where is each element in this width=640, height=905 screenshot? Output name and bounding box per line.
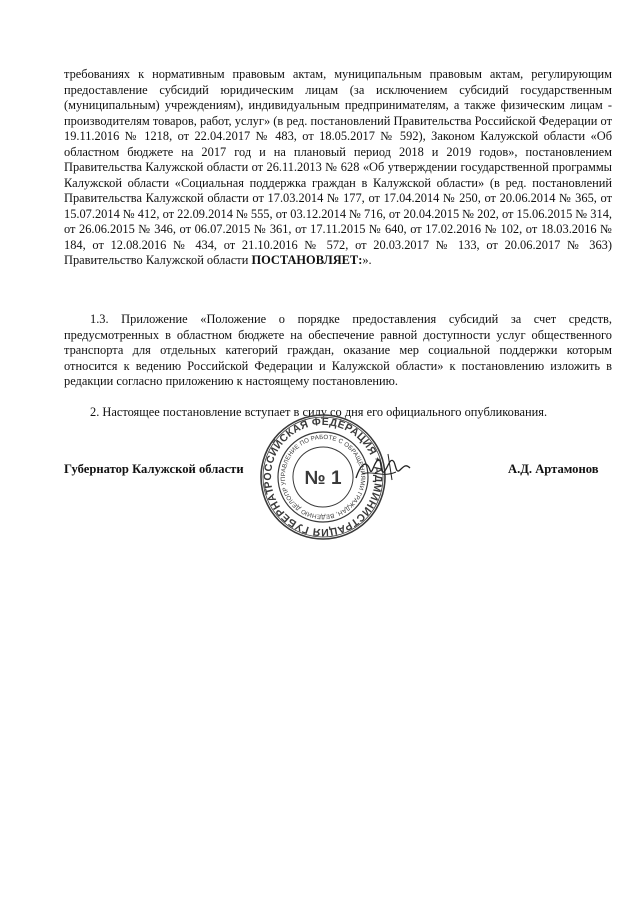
stamp-outer-text: РОССИЙСКАЯ ФЕДЕРАЦИЯ * АДМИНИСТРАЦИЯ ГУБЕРНАТОРА xyxy=(261,415,385,539)
stamp-number: № 1 xyxy=(304,468,342,489)
item-1-3: 1.3. Приложение «Положение о порядке предоставления субсидий за счет средств, предусмотренных в областном бюджете на обеспечение равной доступности услуг общественного транспорта для отдельных категорий граждан, оказание мер социальной поддержки которым относится к ведению Российской Федерации и Калужской области» к постановлению изложить в редакции согласно приложению к настоящему постановлению. xyxy=(64,312,612,388)
stamp-inner-text: УПРАВЛЕНИЕ ПО РАБОТЕ С ОБРАЩЕНИЯМИ ГРАЖДАН, ВЕДЕНИЮ ДЕЛОПРОИЗВОДСТВА xyxy=(279,433,367,521)
resolves-suffix: ». xyxy=(362,253,372,267)
resolves-word: ПОСТАНОВЛЯЕТ: xyxy=(251,253,363,267)
paragraph-continuation-text: требованиях к нормативным правовым актам, муниципальным правовым актам, регулирующим предоставление субсидий юридическим лицам (за исключением субсидий государственным (муниципальным) учреждениям), индивидуальным предпринимателям, а также физическим лицам - производителям товаров, работ, услуг» (в ред. постановлений Правительства Российской Федерации от 19.11.2016 № 1218, от 22.04.2017 № 483, от 18.05.2017 № 592), Законом Калужской области «Об областном бюджете на 2017 год и на плановый период 2018 и 2019 годов», постановлением Правительства Калужской области от 26.11.2013 № 628 «Об утверждении государственной программы Калужской области «Социальная поддержка граждан в Калужской области» (в ред. постановлений Правительства Калужской области от 17.03.2014 № 177, от 17.04.2014 № 250, от 20.06.2014 № 365, от 15.07.2014 № 412, от 22.09.2014 № 555, от 03.12.2014 № 716, от 20.04.2015 № 202, от 15.06.2015 № 314, от 26.06.2015 № 346, от 06.07.2015 № 361, от 17.11.2015 № 640, от 17.02.2016 № 102, от 18.03.2016 № 184, от 12.08.2016 № 434, от 21.10.2016 № 572, от 20.03.2017 № 133, от 20.06.2017 № 363) Правительство Калужской области xyxy=(64,67,612,267)
signatory-title: Губернатор Калужской области xyxy=(64,462,244,476)
item-2: 2. Настоящее постановление вступает в силу со дня его официального опубликования. xyxy=(90,405,548,419)
paragraph-continuation xyxy=(64,67,612,269)
handwritten-signature xyxy=(352,448,412,488)
signatory-name: А.Д. Артамонов xyxy=(508,462,599,476)
signature-icon xyxy=(352,448,412,488)
